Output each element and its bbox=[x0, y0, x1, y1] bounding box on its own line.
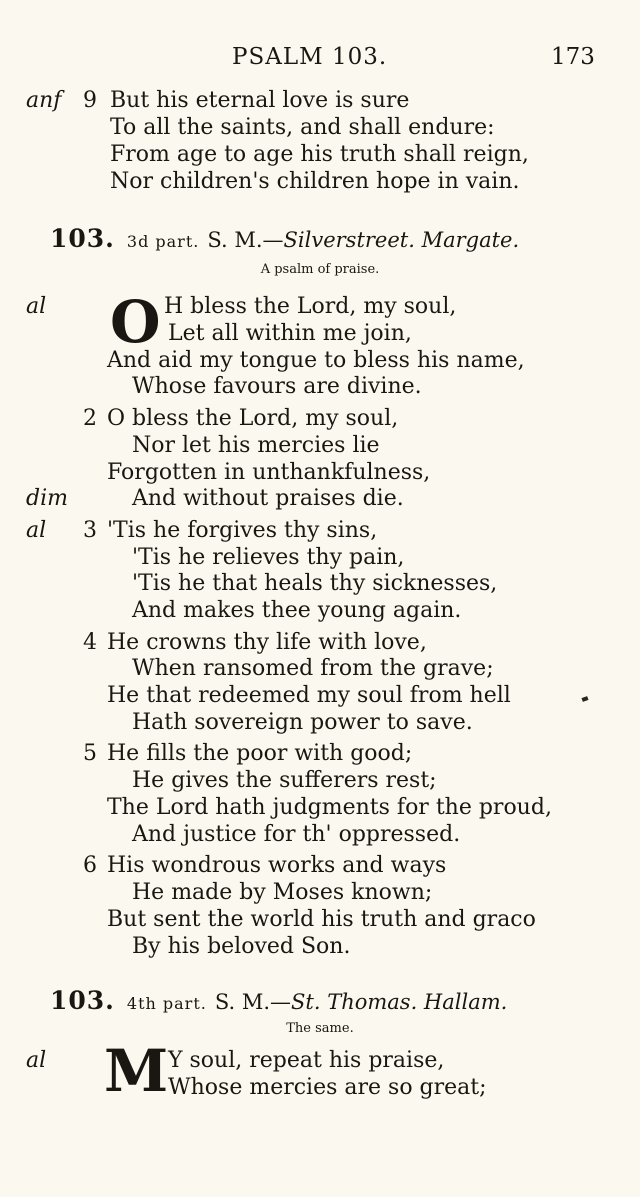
verse-number: 9 bbox=[83, 88, 97, 113]
verse-line: The Lord hath judgments for the proud, bbox=[107, 795, 552, 820]
verse-line: He crowns thy life with love, bbox=[107, 630, 427, 655]
verse-line: He made by Moses known; bbox=[132, 880, 433, 905]
page-number: 173 bbox=[551, 44, 595, 70]
verse-line: And without praises die. bbox=[132, 486, 404, 511]
verse-number: 2 bbox=[83, 406, 97, 431]
verse-line: 'Tis he forgives thy sins, bbox=[107, 518, 378, 543]
ink-speck bbox=[581, 696, 588, 702]
psalm-number: 103. bbox=[50, 224, 115, 253]
drop-cap: O bbox=[110, 288, 161, 356]
verse-number: 5 bbox=[83, 741, 97, 766]
verse-number: 6 bbox=[83, 853, 97, 878]
tune-names: Silverstreet. Margate. bbox=[283, 228, 520, 252]
verse-line: His wondrous works and ways bbox=[107, 853, 447, 878]
section-subtitle: The same. bbox=[286, 1021, 354, 1036]
section-subtitle: A psalm of praise. bbox=[260, 262, 380, 277]
verse-line: And makes thee young again. bbox=[132, 598, 462, 623]
verse-line: When ransomed from the grave; bbox=[132, 656, 494, 681]
verse-line: Y soul, repeat his praise, bbox=[168, 1048, 445, 1073]
verse-number: 3 bbox=[83, 518, 97, 543]
tune-names: St. Thomas. Hallam. bbox=[291, 990, 508, 1014]
running-header bbox=[0, 44, 640, 78]
section-heading bbox=[50, 988, 507, 1013]
part-label: 3d part. bbox=[126, 232, 200, 251]
dynamic-mark-al: al bbox=[26, 294, 47, 319]
verse-line: 'Tis he that heals thy sicknesses, bbox=[132, 571, 498, 596]
verse-line: From age to age his truth shall reign, bbox=[110, 142, 529, 167]
verse-line: Forgotten in unthankfulness, bbox=[107, 460, 431, 485]
verse-line: Hath sovereign power to save. bbox=[132, 710, 473, 735]
section-heading bbox=[50, 226, 519, 251]
verse-line: By his beloved Son. bbox=[132, 934, 351, 959]
verse-line: He gives the sufferers rest; bbox=[132, 768, 437, 793]
dynamic-mark-al: al bbox=[26, 518, 47, 543]
dynamic-mark-anf: anf bbox=[26, 88, 62, 113]
psalm-number: 103. bbox=[50, 986, 115, 1015]
verse-line: H bless the Lord, my soul, bbox=[164, 294, 457, 319]
verse-line: He fills the poor with good; bbox=[107, 741, 413, 766]
header-title: PSALM 103. bbox=[232, 44, 388, 70]
meter-label: S. M.— bbox=[214, 990, 292, 1014]
dynamic-mark-al: al bbox=[26, 1048, 47, 1073]
verse-line: Whose mercies are so great; bbox=[168, 1075, 487, 1100]
verse-line: Nor children's children hope in vain. bbox=[110, 169, 520, 194]
verse-line: To all the saints, and shall endure: bbox=[110, 115, 495, 140]
verse-line: 'Tis he relieves thy pain, bbox=[132, 545, 405, 570]
verse-line: And justice for th' oppressed. bbox=[132, 822, 461, 847]
part-label: 4th part. bbox=[126, 994, 207, 1013]
verse-number: 4 bbox=[83, 630, 97, 655]
verse-line: He that redeemed my soul from hell bbox=[107, 683, 511, 708]
drop-cap: M bbox=[104, 1037, 169, 1105]
verse-line: Let all within me join, bbox=[168, 321, 412, 346]
verse-line: Whose favours are divine. bbox=[132, 374, 422, 399]
verse-line: O bless the Lord, my soul, bbox=[107, 406, 399, 431]
verse-line: But sent the world his truth and graco bbox=[107, 907, 536, 932]
dynamic-mark-dim: dim bbox=[26, 486, 68, 511]
meter-label: S. M.— bbox=[207, 228, 284, 252]
verse-line: And aid my tongue to bless his name, bbox=[107, 348, 525, 373]
verse-line: Nor let his mercies lie bbox=[132, 433, 380, 458]
verse-line: But his eternal love is sure bbox=[110, 88, 410, 113]
